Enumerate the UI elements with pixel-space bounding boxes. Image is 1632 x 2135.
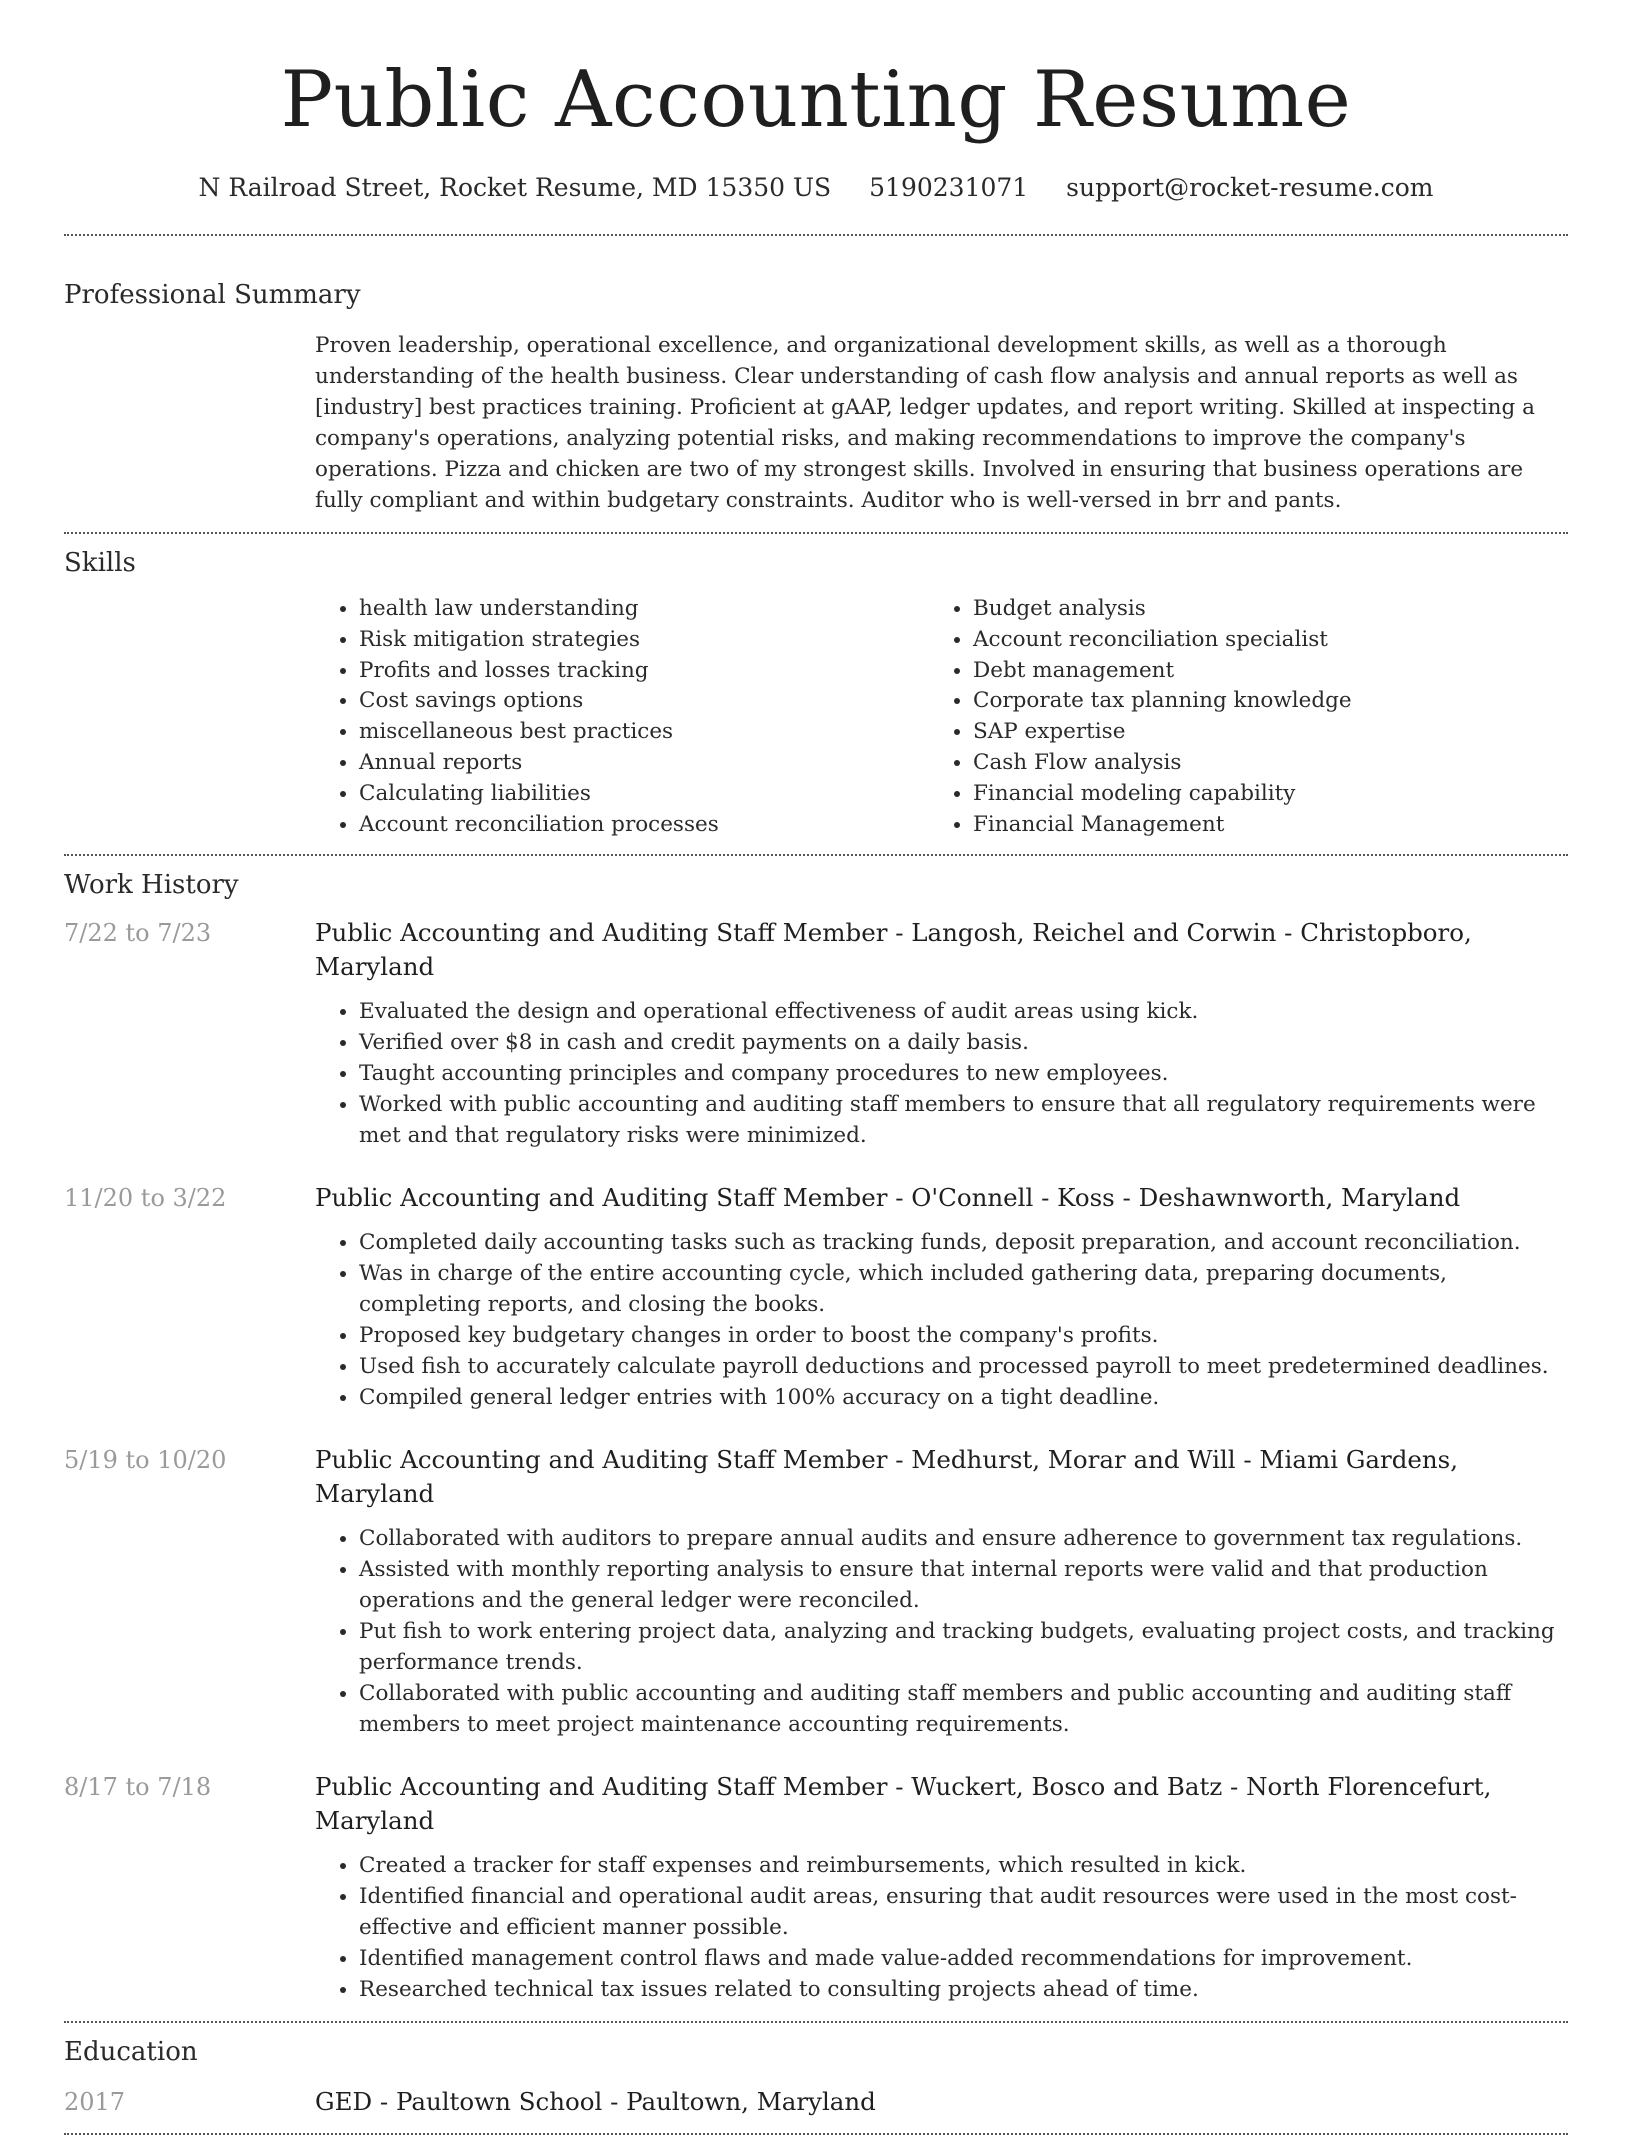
contact-phone: 5190231071: [869, 173, 1029, 202]
skill-item: • Financial modeling capability: [973, 779, 1543, 810]
skills-grid: [315, 594, 1568, 854]
job-entry: [64, 1181, 1568, 1413]
job-bullet: • Collaborated with auditors to prepare annual audits and ensure adherence to government tax regulations.: [359, 1523, 1568, 1554]
education-title: Education: [64, 2037, 198, 2068]
job-bullets: [315, 996, 1568, 1151]
skill-item: • miscellaneous best practices: [359, 717, 929, 748]
skill-item: • SAP expertise: [973, 717, 1543, 748]
job-bullets: [315, 1523, 1568, 1740]
job-bullet: • Proposed key budgetary changes in order to boost the company's profits.: [359, 1320, 1568, 1351]
work-history-title: Work History: [64, 870, 239, 901]
skill-item: • Corporate tax planning knowledge: [973, 686, 1543, 717]
job-details: [315, 916, 1568, 1151]
job-heading: Public Accounting and Auditing Staff Member - Medhurst, Morar and Will - Miami Gardens, Maryland: [315, 1445, 1459, 1509]
skills-title: Skills: [64, 548, 136, 578]
job-dates: 7/22 to 7/23: [64, 919, 212, 948]
job-bullet: • Used fish to accurately calculate payroll deductions and processed payroll to meet predetermined deadlines.: [359, 1351, 1568, 1382]
job-bullets: [315, 1227, 1568, 1413]
job-entry: [64, 1443, 1568, 1740]
skill-item: • Budget analysis: [973, 594, 1543, 625]
job-heading: Public Accounting and Auditing Staff Member - O'Connell - Koss - Deshawnworth, Maryland: [315, 1183, 1461, 1213]
job-bullet: • Researched technical tax issues related to consulting projects ahead of time.: [359, 1974, 1568, 2005]
job-bullet: • Identified financial and operational audit areas, ensuring that audit resources were used in the most cost-effective and efficient manner possible.: [359, 1881, 1568, 1943]
skill-item: • Account reconciliation specialist: [973, 625, 1543, 656]
education-entry: [64, 2085, 1568, 2133]
skill-item: • Cost savings options: [359, 686, 929, 717]
job-bullet: • Identified management control flaws and made value-added recommendations for improvement.: [359, 1943, 1568, 1974]
skill-item: • Annual reports: [359, 748, 929, 779]
job-entry: [64, 1770, 1568, 2005]
job-dates: 8/17 to 7/18: [64, 1773, 212, 1802]
job-bullet: • Verified over $8 in cash and credit payments on a daily basis.: [359, 1027, 1568, 1058]
summary-text: Proven leadership, operational excellence, and organizational development skills, as well as a thorough understanding of the health business. Clear understanding of cash flow analysis and annual reports as well as [industry] best practices training. Proficient at gAAP, ledger updates, and report writing. Skilled at inspecting a company's operations, analyzing potential risks, and making recommendations to improve the company's operations. Pizza and chicken are two of my strongest skills. Involved in ensuring that business operations are fully compliant and within budgetary constraints. Auditor who is well-versed in brr and pants.: [315, 333, 1535, 513]
skill-item: • Debt management: [973, 656, 1543, 687]
section-divider: [64, 532, 1568, 534]
job-bullets: [315, 1850, 1568, 2005]
job-heading: Public Accounting and Auditing Staff Member - Langosh, Reichel and Corwin - Christopboro, Maryland: [315, 918, 1472, 982]
education-heading: GED - Paultown School - Paultown, Maryland: [315, 2087, 876, 2117]
job-details: [315, 1770, 1568, 2005]
job-details: [315, 1181, 1568, 1413]
education-year: 2017: [64, 2088, 126, 2117]
skill-item: • Calculating liabilities: [359, 779, 929, 810]
job-dates: 5/19 to 10/20: [64, 1446, 227, 1475]
job-bullet: • Completed daily accounting tasks such as tracking funds, deposit preparation, and account reconciliation.: [359, 1227, 1568, 1258]
skill-item: • health law understanding: [359, 594, 929, 625]
job-bullet: • Worked with public accounting and auditing staff members to ensure that all regulatory requirements were met and that regulatory risks were minimized.: [359, 1089, 1568, 1151]
contact-line: [64, 172, 1568, 204]
skill-item: • Profits and losses tracking: [359, 656, 929, 687]
section-divider: [64, 854, 1568, 856]
job-bullet: • Evaluated the design and operational effectiveness of audit areas using kick.: [359, 996, 1568, 1027]
job-bullet: • Taught accounting principles and company procedures to new employees.: [359, 1058, 1568, 1089]
contact-email: support@rocket-resume.com: [1066, 173, 1434, 202]
section-spacer: [64, 2005, 1568, 2021]
job-bullet: • Collaborated with public accounting and auditing staff members and public accounting and auditing staff members to meet project maintenance accounting requirements.: [359, 1678, 1568, 1740]
job-bullet: • Created a tracker for staff expenses and reimbursements, which resulted in kick.: [359, 1850, 1568, 1881]
job-bullet: • Put fish to work entering project data, analyzing and tracking budgets, evaluating project costs, and tracking performance trends.: [359, 1616, 1568, 1678]
section-divider: [64, 2021, 1568, 2023]
skill-item: • Account reconciliation processes: [359, 810, 929, 841]
summary-title: Professional Summary: [64, 280, 361, 310]
job-bullet: • Compiled general ledger entries with 100% accuracy on a tight deadline.: [359, 1382, 1568, 1413]
job-entry: [64, 916, 1568, 1151]
job-bullet: • Assisted with monthly reporting analysis to ensure that internal reports were valid and that production operations and the general ledger were reconciled.: [359, 1554, 1568, 1616]
skill-item: • Cash Flow analysis: [973, 748, 1543, 779]
job-bullet: • Was in charge of the entire accounting cycle, which included gathering data, preparing documents, completing reports, and closing the books.: [359, 1258, 1568, 1320]
job-details: [315, 1443, 1568, 1740]
job-heading: Public Accounting and Auditing Staff Member - Wuckert, Bosco and Batz - North Florencefurt, Maryland: [315, 1772, 1492, 1836]
section-divider: [64, 234, 1568, 236]
skills-column-right: [929, 594, 1543, 840]
skill-item: • Risk mitigation strategies: [359, 625, 929, 656]
job-dates: 11/20 to 3/22: [64, 1184, 227, 1213]
skills-column-left: [315, 594, 929, 840]
resume-name: Public Accounting Resume: [280, 55, 1352, 145]
skill-item: • Financial Management: [973, 810, 1543, 841]
contact-address: N Railroad Street, Rocket Resume, MD 15350 US: [198, 173, 832, 202]
